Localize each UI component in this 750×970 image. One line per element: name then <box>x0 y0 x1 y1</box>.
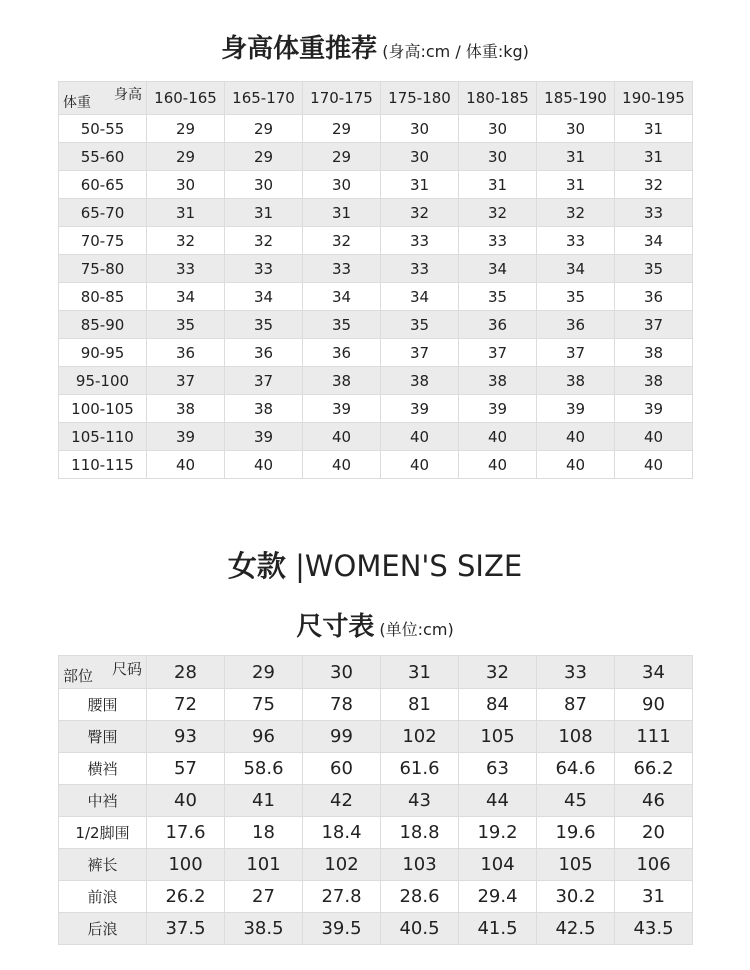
recommended-size-cell: 36 <box>537 311 615 339</box>
recommended-size-cell: 31 <box>459 171 537 199</box>
corner-size-label: 尺码 <box>111 660 142 678</box>
recommended-size-cell: 40 <box>381 423 459 451</box>
weight-range-cell: 100-105 <box>59 395 147 423</box>
recommended-size-cell: 40 <box>615 451 693 479</box>
table-row <box>59 283 693 311</box>
size-chart-title-row <box>0 606 750 643</box>
measurement-cell: 105 <box>459 721 537 753</box>
table-row <box>59 199 693 227</box>
recommended-size-cell: 30 <box>381 115 459 143</box>
height-range-header: 180-185 <box>459 82 537 115</box>
measurement-cell: 90 <box>615 689 693 721</box>
corner-height-label: 身高 <box>114 87 142 103</box>
measurement-cell: 19.2 <box>459 817 537 849</box>
measurement-cell: 102 <box>303 849 381 881</box>
recommended-size-cell: 38 <box>303 367 381 395</box>
body-part-cell: 裤长 <box>59 849 147 881</box>
corner-part-label: 部位 <box>63 667 94 685</box>
table-corner-cell <box>59 82 147 115</box>
table-row <box>59 143 693 171</box>
recommended-size-cell: 32 <box>537 199 615 227</box>
measurement-cell: 37.5 <box>147 913 225 945</box>
recommended-size-cell: 30 <box>303 171 381 199</box>
recommended-size-cell: 32 <box>381 199 459 227</box>
recommended-size-cell: 40 <box>459 423 537 451</box>
height-header-row <box>59 82 693 115</box>
measurement-cell: 46 <box>615 785 693 817</box>
recommended-size-cell: 35 <box>459 283 537 311</box>
recommended-size-cell: 34 <box>303 283 381 311</box>
body-part-cell: 中裆 <box>59 785 147 817</box>
measurement-cell: 17.6 <box>147 817 225 849</box>
measurement-cell: 19.6 <box>537 817 615 849</box>
recommended-size-cell: 38 <box>459 367 537 395</box>
recommended-size-cell: 33 <box>303 255 381 283</box>
measurement-cell: 111 <box>615 721 693 753</box>
table-row <box>59 395 693 423</box>
recommended-size-cell: 31 <box>537 171 615 199</box>
table-row <box>59 753 693 785</box>
recommended-size-cell: 34 <box>225 283 303 311</box>
recommended-size-cell: 34 <box>381 283 459 311</box>
measurement-cell: 29.4 <box>459 881 537 913</box>
table-row <box>59 721 693 753</box>
recommended-size-cell: 39 <box>225 423 303 451</box>
recommended-size-cell: 29 <box>225 143 303 171</box>
recommended-size-cell: 30 <box>459 115 537 143</box>
recommended-size-cell: 36 <box>459 311 537 339</box>
recommended-size-cell: 38 <box>537 367 615 395</box>
table-corner-cell <box>59 656 147 689</box>
recommended-size-cell: 33 <box>147 255 225 283</box>
recommended-size-cell: 37 <box>615 311 693 339</box>
recommended-size-cell: 40 <box>303 451 381 479</box>
body-part-cell: 后浪 <box>59 913 147 945</box>
recommended-size-cell: 38 <box>615 367 693 395</box>
recommended-size-cell: 29 <box>303 115 381 143</box>
recommended-size-cell: 38 <box>225 395 303 423</box>
measurement-cell: 26.2 <box>147 881 225 913</box>
measurement-cell: 18.4 <box>303 817 381 849</box>
recommended-size-cell: 31 <box>147 199 225 227</box>
recommended-size-cell: 29 <box>225 115 303 143</box>
recommended-size-cell: 35 <box>615 255 693 283</box>
table-row <box>59 423 693 451</box>
recommended-size-cell: 32 <box>147 227 225 255</box>
recommended-size-cell: 36 <box>147 339 225 367</box>
weight-range-cell: 55-60 <box>59 143 147 171</box>
measurement-cell: 28.6 <box>381 881 459 913</box>
recommended-size-cell: 37 <box>459 339 537 367</box>
recommended-size-cell: 32 <box>459 199 537 227</box>
recommended-size-cell: 31 <box>225 199 303 227</box>
table-row <box>59 817 693 849</box>
recommended-size-cell: 33 <box>459 227 537 255</box>
recommended-size-cell: 34 <box>615 227 693 255</box>
table-row <box>59 849 693 881</box>
measurement-cell: 106 <box>615 849 693 881</box>
table-row <box>59 255 693 283</box>
height-weight-title: 身高体重推荐 <box>221 34 378 64</box>
recommended-size-cell: 40 <box>459 451 537 479</box>
measurement-cell: 27.8 <box>303 881 381 913</box>
measurement-cell: 38.5 <box>225 913 303 945</box>
measurement-cell: 104 <box>459 849 537 881</box>
table-row <box>59 913 693 945</box>
recommended-size-cell: 35 <box>147 311 225 339</box>
recommended-size-cell: 31 <box>615 143 693 171</box>
size-header: 33 <box>537 656 615 689</box>
size-header: 29 <box>225 656 303 689</box>
recommended-size-cell: 35 <box>303 311 381 339</box>
recommended-size-cell: 34 <box>537 255 615 283</box>
recommended-size-cell: 33 <box>615 199 693 227</box>
recommended-size-cell: 32 <box>225 227 303 255</box>
table-row <box>59 451 693 479</box>
recommended-size-cell: 30 <box>537 115 615 143</box>
recommended-size-cell: 32 <box>303 227 381 255</box>
recommended-size-cell: 39 <box>381 395 459 423</box>
measurement-cell: 60 <box>303 753 381 785</box>
weight-range-cell: 60-65 <box>59 171 147 199</box>
recommended-size-cell: 30 <box>459 143 537 171</box>
size-chart-table <box>58 655 693 945</box>
recommended-size-cell: 39 <box>615 395 693 423</box>
recommended-size-cell: 38 <box>615 339 693 367</box>
size-header-row <box>59 656 693 689</box>
weight-range-cell: 50-55 <box>59 115 147 143</box>
table-row <box>59 311 693 339</box>
recommended-size-cell: 33 <box>381 227 459 255</box>
body-part-cell: 横裆 <box>59 753 147 785</box>
recommended-size-cell: 37 <box>225 367 303 395</box>
measurement-cell: 102 <box>381 721 459 753</box>
measurement-cell: 66.2 <box>615 753 693 785</box>
recommended-size-cell: 34 <box>147 283 225 311</box>
weight-range-cell: 95-100 <box>59 367 147 395</box>
recommended-size-cell: 35 <box>537 283 615 311</box>
measurement-cell: 100 <box>147 849 225 881</box>
size-header: 28 <box>147 656 225 689</box>
measurement-cell: 41 <box>225 785 303 817</box>
size-header: 32 <box>459 656 537 689</box>
measurement-cell: 45 <box>537 785 615 817</box>
measurement-cell: 103 <box>381 849 459 881</box>
measurement-cell: 31 <box>615 881 693 913</box>
measurement-cell: 58.6 <box>225 753 303 785</box>
recommended-size-cell: 31 <box>303 199 381 227</box>
size-header: 30 <box>303 656 381 689</box>
corner-weight-label: 体重 <box>63 95 91 111</box>
measurement-cell: 30.2 <box>537 881 615 913</box>
recommended-size-cell: 36 <box>303 339 381 367</box>
recommended-size-cell: 30 <box>225 171 303 199</box>
size-header: 34 <box>615 656 693 689</box>
measurement-cell: 57 <box>147 753 225 785</box>
measurement-cell: 42 <box>303 785 381 817</box>
measurement-cell: 75 <box>225 689 303 721</box>
size-chart-title: 尺寸表 <box>296 612 375 642</box>
recommended-size-cell: 40 <box>615 423 693 451</box>
weight-range-cell: 105-110 <box>59 423 147 451</box>
recommended-size-cell: 34 <box>459 255 537 283</box>
recommended-size-cell: 29 <box>147 143 225 171</box>
recommended-size-cell: 38 <box>147 395 225 423</box>
measurement-cell: 41.5 <box>459 913 537 945</box>
recommended-size-cell: 37 <box>381 339 459 367</box>
recommended-size-cell: 39 <box>303 395 381 423</box>
recommended-size-cell: 40 <box>147 451 225 479</box>
measurement-cell: 39.5 <box>303 913 381 945</box>
recommended-size-cell: 40 <box>303 423 381 451</box>
height-weight-title-row <box>0 28 750 65</box>
women-heading-en: WOMEN'S SIZE <box>304 549 523 583</box>
recommended-size-cell: 31 <box>537 143 615 171</box>
recommended-size-cell: 36 <box>615 283 693 311</box>
height-weight-table <box>58 81 693 479</box>
recommended-size-cell: 40 <box>537 451 615 479</box>
recommended-size-cell: 29 <box>147 115 225 143</box>
measurement-cell: 84 <box>459 689 537 721</box>
measurement-cell: 93 <box>147 721 225 753</box>
measurement-cell: 99 <box>303 721 381 753</box>
measurement-cell: 105 <box>537 849 615 881</box>
height-range-header: 185-190 <box>537 82 615 115</box>
recommended-size-cell: 31 <box>381 171 459 199</box>
size-header: 31 <box>381 656 459 689</box>
measurement-cell: 87 <box>537 689 615 721</box>
measurement-cell: 18.8 <box>381 817 459 849</box>
recommended-size-cell: 33 <box>381 255 459 283</box>
measurement-cell: 40 <box>147 785 225 817</box>
recommended-size-cell: 40 <box>225 451 303 479</box>
body-part-cell: 臀围 <box>59 721 147 753</box>
height-range-header: 165-170 <box>225 82 303 115</box>
measurement-cell: 43.5 <box>615 913 693 945</box>
table-row <box>59 339 693 367</box>
recommended-size-cell: 35 <box>381 311 459 339</box>
weight-range-cell: 80-85 <box>59 283 147 311</box>
recommended-size-cell: 33 <box>537 227 615 255</box>
table-row <box>59 227 693 255</box>
weight-range-cell: 75-80 <box>59 255 147 283</box>
measurement-cell: 44 <box>459 785 537 817</box>
measurement-cell: 42.5 <box>537 913 615 945</box>
recommended-size-cell: 39 <box>537 395 615 423</box>
table-row <box>59 115 693 143</box>
recommended-size-cell: 36 <box>225 339 303 367</box>
recommended-size-cell: 31 <box>615 115 693 143</box>
weight-range-cell: 85-90 <box>59 311 147 339</box>
recommended-size-cell: 37 <box>147 367 225 395</box>
height-range-header: 190-195 <box>615 82 693 115</box>
height-weight-unit-note: (身高:cm / 体重:kg) <box>382 42 529 61</box>
table-row <box>59 689 693 721</box>
measurement-cell: 20 <box>615 817 693 849</box>
measurement-cell: 78 <box>303 689 381 721</box>
weight-range-cell: 65-70 <box>59 199 147 227</box>
table-row <box>59 785 693 817</box>
measurement-cell: 72 <box>147 689 225 721</box>
recommended-size-cell: 32 <box>615 171 693 199</box>
measurement-cell: 108 <box>537 721 615 753</box>
body-part-cell: 腰围 <box>59 689 147 721</box>
height-range-header: 160-165 <box>147 82 225 115</box>
height-range-header: 170-175 <box>303 82 381 115</box>
recommended-size-cell: 40 <box>381 451 459 479</box>
recommended-size-cell: 33 <box>225 255 303 283</box>
women-heading-separator: | <box>295 549 305 583</box>
body-part-cell: 前浪 <box>59 881 147 913</box>
table-row <box>59 367 693 395</box>
measurement-cell: 27 <box>225 881 303 913</box>
measurement-cell: 64.6 <box>537 753 615 785</box>
weight-range-cell: 70-75 <box>59 227 147 255</box>
recommended-size-cell: 37 <box>537 339 615 367</box>
women-heading-cn: 女款 <box>227 549 286 583</box>
recommended-size-cell: 39 <box>459 395 537 423</box>
recommended-size-cell: 30 <box>381 143 459 171</box>
measurement-cell: 63 <box>459 753 537 785</box>
measurement-cell: 61.6 <box>381 753 459 785</box>
recommended-size-cell: 29 <box>303 143 381 171</box>
measurement-cell: 40.5 <box>381 913 459 945</box>
recommended-size-cell: 30 <box>147 171 225 199</box>
body-part-cell: 1/2脚围 <box>59 817 147 849</box>
recommended-size-cell: 35 <box>225 311 303 339</box>
women-size-heading <box>0 544 750 585</box>
recommended-size-cell: 40 <box>537 423 615 451</box>
measurement-cell: 18 <box>225 817 303 849</box>
table-row <box>59 881 693 913</box>
table-row <box>59 171 693 199</box>
weight-range-cell: 90-95 <box>59 339 147 367</box>
weight-range-cell: 110-115 <box>59 451 147 479</box>
recommended-size-cell: 39 <box>147 423 225 451</box>
measurement-cell: 81 <box>381 689 459 721</box>
height-range-header: 175-180 <box>381 82 459 115</box>
recommended-size-cell: 38 <box>381 367 459 395</box>
measurement-cell: 96 <box>225 721 303 753</box>
size-chart-unit-note: (单位:cm) <box>379 620 454 639</box>
measurement-cell: 101 <box>225 849 303 881</box>
measurement-cell: 43 <box>381 785 459 817</box>
